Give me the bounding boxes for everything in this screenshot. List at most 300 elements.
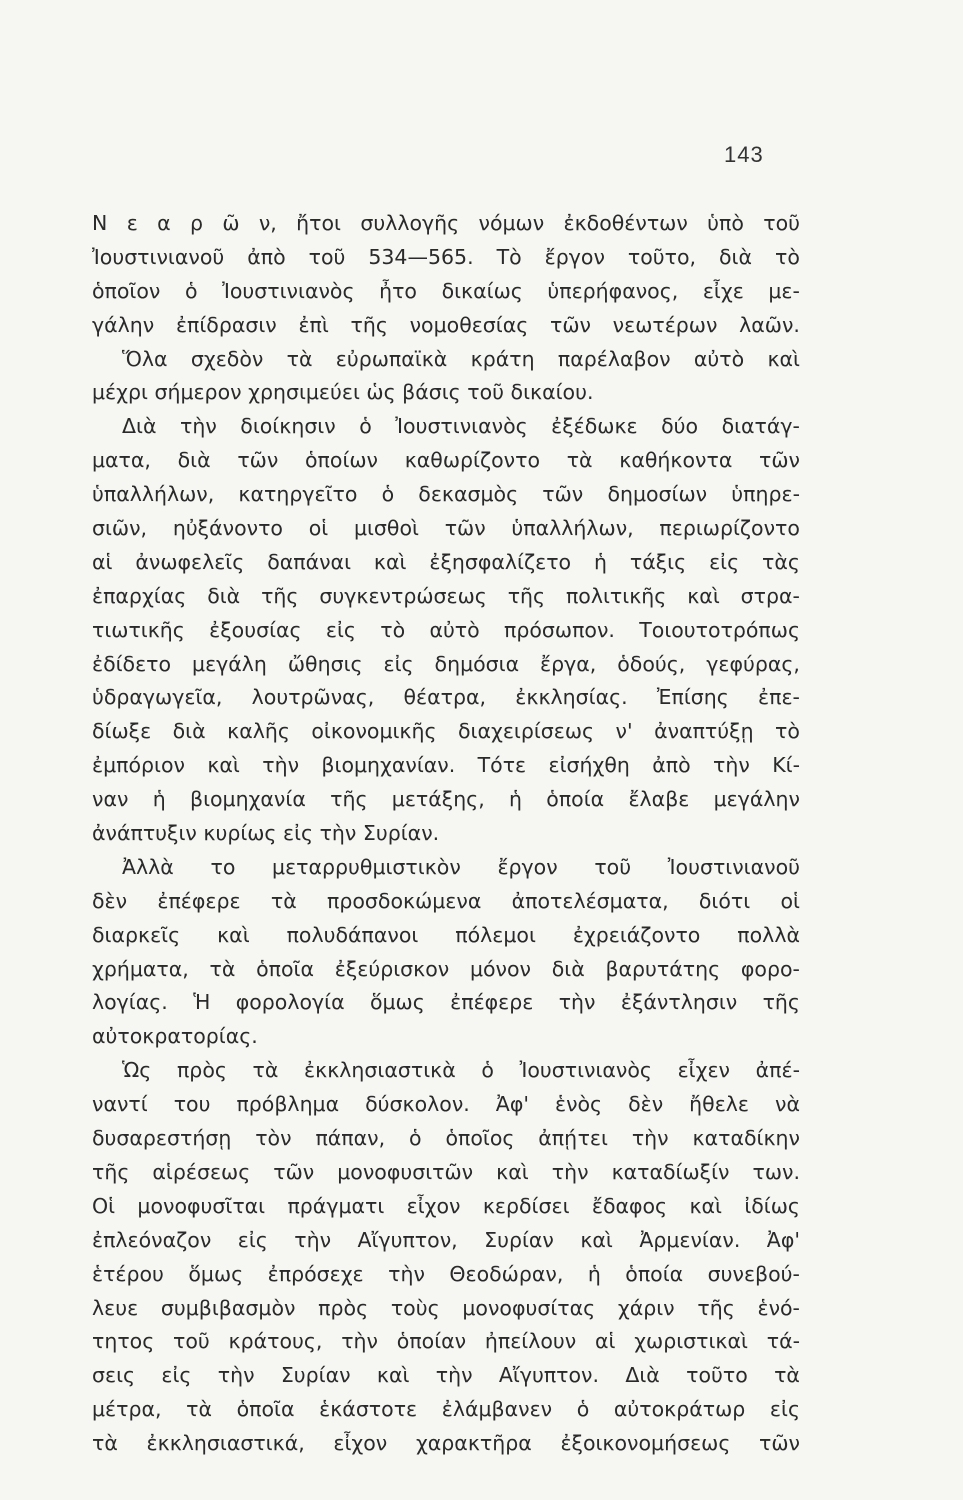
word: Συρίαν	[280, 1363, 351, 1388]
word: τῶν	[273, 1159, 315, 1184]
text-line	[92, 851, 800, 885]
word: τῶν	[759, 448, 800, 473]
word: ἐπίδρασιν	[175, 312, 277, 337]
text-line	[92, 614, 800, 648]
word: μετάξης,	[391, 787, 485, 812]
word: ἡ	[509, 787, 523, 812]
word: συλλογῆς	[360, 211, 460, 235]
word: τῆς	[92, 1159, 130, 1184]
word: ἑνό-	[757, 1295, 800, 1320]
word: λαῶν.	[739, 312, 800, 337]
text-line	[92, 1156, 800, 1190]
word: χρησιμεύει	[248, 380, 360, 405]
word: βιομηχανία	[189, 787, 306, 812]
word: ναν	[92, 787, 129, 812]
word: Ἀλλὰ	[122, 854, 174, 879]
text-line	[92, 919, 800, 953]
word: εἰς	[325, 617, 356, 642]
word: βάσις	[402, 380, 461, 405]
word: χωριστικαὶ	[634, 1329, 748, 1354]
word: Αἴγυπτον,	[357, 1227, 458, 1252]
word: Θεοδώραν,	[449, 1261, 564, 1286]
text-line	[92, 207, 800, 241]
word: Οἱ	[92, 1193, 116, 1218]
word: δικαίως	[441, 278, 523, 303]
word: συγκεντρώσεως	[319, 583, 487, 608]
word: χαρακτῆρα	[415, 1431, 532, 1456]
word: τὴν	[179, 414, 217, 439]
word: πρὸς	[176, 1058, 227, 1083]
word: λογίας.	[92, 990, 168, 1015]
text-line	[92, 1427, 800, 1461]
word: ἀπὸ	[247, 244, 286, 269]
word: δὲν	[628, 1092, 664, 1117]
word: οἱ	[780, 888, 800, 913]
text-line	[92, 580, 800, 614]
word: τὴν	[435, 1363, 473, 1388]
word: Αἴγυπτον.	[498, 1363, 600, 1388]
word: ὑπερήφανος,	[547, 278, 679, 303]
word: διὰ	[551, 956, 585, 981]
word: τητος	[92, 1329, 155, 1354]
word: αὐτοκρατορίας.	[92, 1024, 258, 1049]
word: ὁποῖα	[256, 956, 314, 981]
word: πρόσωπον.	[504, 617, 615, 642]
word: κράτη	[470, 346, 535, 371]
word: διὰ	[207, 583, 241, 608]
word: τὸ	[380, 617, 406, 642]
word: τῆς	[350, 312, 388, 337]
word: τοῦ	[467, 380, 504, 405]
word: εἰς	[161, 1363, 192, 1388]
word: μέχρι	[92, 380, 148, 405]
word: ἐξάντλησιν	[620, 990, 738, 1015]
word: τὴν	[319, 821, 357, 846]
word: τὴν	[341, 1329, 379, 1354]
word: τῶν	[759, 1431, 800, 1456]
word: φορολογία	[235, 990, 345, 1015]
word: ὑπαλλήλων,	[511, 516, 634, 541]
word: ν,	[258, 211, 277, 235]
word: εἰς	[769, 1397, 800, 1422]
word: το	[210, 854, 236, 879]
word: χάριν	[617, 1295, 675, 1320]
word: γάλην	[92, 312, 155, 337]
word: νόμων	[478, 211, 545, 235]
word: συμβιβασμὸν	[160, 1295, 296, 1320]
word: κυρίως	[203, 821, 277, 846]
word: ἡ	[587, 1261, 601, 1286]
word: ἔλαβε	[628, 787, 690, 812]
word: ἡ	[593, 549, 607, 574]
word: τὰ	[92, 1431, 118, 1456]
word: καθωρίζοντο	[404, 448, 540, 473]
word: καὶ	[376, 1363, 410, 1388]
word: αἱρέσεως	[152, 1159, 251, 1184]
text-line	[92, 1088, 800, 1122]
word: ἤθελε	[689, 1092, 750, 1117]
word: ὁ	[576, 1397, 590, 1422]
word: σήμερον	[154, 380, 242, 405]
text-line	[92, 241, 800, 275]
text-line	[92, 681, 800, 715]
word: σεις	[92, 1363, 136, 1388]
text-line	[92, 953, 800, 987]
word: δύσκολον.	[365, 1092, 470, 1117]
word: ἐμπόριον	[92, 753, 185, 778]
word: ἐκκλησίας.	[515, 685, 628, 710]
word: τοῦ	[763, 211, 800, 235]
word: καθήκοντα	[619, 448, 733, 473]
word: ἀπῄτει	[538, 1126, 608, 1151]
word: τὰ	[566, 448, 593, 473]
word: βαρυτάτης	[605, 956, 721, 981]
word: ἡ	[152, 787, 166, 812]
word: ὁ	[381, 482, 395, 507]
word: αἱ	[594, 1329, 616, 1354]
word: πόλεμοι	[455, 922, 536, 947]
word: Ἰουστινιανοῦ	[667, 854, 800, 879]
word: ὁποίαν	[396, 1329, 467, 1354]
text-line	[92, 275, 800, 309]
word: τοῦ	[173, 1329, 210, 1354]
word: δεκασμὸς	[418, 482, 519, 507]
word: καλῆς	[227, 719, 290, 744]
word: καὶ	[580, 1227, 613, 1252]
word: ν'	[615, 719, 633, 744]
word: Ἰουστινιανοῦ	[92, 244, 225, 269]
word: καὶ	[767, 346, 800, 371]
word: ἐπὶ	[298, 312, 329, 337]
word: πρόβλημα	[236, 1092, 340, 1117]
word: Συρίαν.	[362, 821, 440, 846]
word: ἐπαρχίας	[92, 583, 187, 608]
word: ηὐξάνοντο	[172, 516, 283, 541]
word: μονοφυσιτῶν	[337, 1159, 474, 1184]
text-line	[92, 546, 800, 580]
word: Ἰουστινιανὸς	[222, 278, 355, 303]
word: μονοφυσῖται	[137, 1193, 266, 1218]
word: ὑδραγωγεῖα,	[92, 685, 223, 710]
word: στρα-	[740, 583, 800, 608]
text-line	[92, 478, 800, 512]
word: εἶχον	[333, 1431, 388, 1456]
word: δυσαρεστήσῃ	[92, 1126, 232, 1151]
word: σιῶν,	[92, 516, 148, 541]
word: τιωτικῆς	[92, 617, 185, 642]
word: πολλὰ	[737, 922, 800, 947]
word: ἀποτελέσματα,	[511, 888, 669, 913]
word: ὁ	[409, 1126, 422, 1151]
word: τὴν	[631, 1126, 669, 1151]
word: προσδοκώμενα	[327, 888, 482, 913]
word: Ἀφ'	[495, 1092, 529, 1117]
word: εἰς	[283, 821, 314, 846]
word: βιομηχανίαν.	[321, 753, 456, 778]
word: ἤτοι	[296, 211, 341, 235]
word: πρὸς	[318, 1295, 369, 1320]
word: ἀναπτύξῃ	[654, 719, 754, 744]
word: ἐκκλησιαστικὰ	[304, 1058, 456, 1083]
word: μεταρρυθμιστικὸν	[272, 854, 461, 879]
word: κατηργεῖτο	[238, 482, 358, 507]
word: τὰς	[762, 549, 800, 574]
word: πολιτικῆς	[565, 583, 667, 608]
word: ἐδίδετο	[92, 651, 172, 676]
text-line	[92, 1190, 800, 1224]
word: 534—565.	[368, 244, 474, 269]
word: ὅμως	[188, 1261, 244, 1286]
word: μονοφυσίτας	[462, 1295, 596, 1320]
word: νεωτέρων	[612, 312, 718, 337]
word: ὁποία	[546, 787, 605, 812]
word: τὴν	[217, 1363, 255, 1388]
word: ὁδούς,	[617, 651, 686, 676]
word: ὡς	[366, 380, 396, 405]
word: εἰς	[383, 651, 414, 676]
word: τῆς	[261, 583, 299, 608]
text-line	[92, 1292, 800, 1326]
word: εἶχον	[406, 1193, 461, 1218]
word: εἶχεν	[677, 1058, 730, 1083]
word: ε	[126, 211, 138, 235]
text-line	[92, 309, 800, 343]
word: τοῦ	[594, 854, 632, 879]
word: ναντί	[92, 1092, 148, 1117]
text-line	[92, 1325, 800, 1359]
word: νομοθεσίας	[409, 312, 529, 337]
word: τοὺς	[390, 1295, 440, 1320]
word: ὁποίων	[305, 448, 378, 473]
word: ἀπέ-	[755, 1058, 800, 1083]
word: ἐπέφερε	[157, 888, 241, 913]
word: ἐλάμβανεν	[441, 1397, 553, 1422]
word: Ἐπίσης	[656, 685, 729, 710]
word: ἐκδοθέντων	[563, 211, 688, 235]
body-text	[92, 207, 800, 1461]
word: ὁποῖα	[236, 1397, 295, 1422]
word: πάπαν,	[315, 1126, 386, 1151]
word: τὰ	[774, 1363, 800, 1388]
word: αὐτοκράτωρ	[613, 1397, 746, 1422]
word: Ν	[92, 211, 108, 235]
word: ὅμως	[369, 990, 425, 1015]
text-line	[92, 885, 800, 919]
word: ἔδαφος	[591, 1193, 668, 1218]
word: εἰσήχθη	[548, 753, 630, 778]
word: διότι	[698, 888, 751, 913]
word: οἱ	[308, 516, 329, 541]
text-line	[92, 1224, 800, 1258]
word: Διὰ	[625, 1363, 660, 1388]
word: ὁποία	[625, 1261, 684, 1286]
word: θέατρα,	[403, 685, 487, 710]
word: διὰ	[177, 448, 211, 473]
word: των.	[752, 1159, 800, 1184]
word: δικαίου.	[510, 380, 594, 405]
word: ἐξοικονομήσεως	[560, 1431, 731, 1456]
word: τῶν	[550, 312, 591, 337]
word: ἀνάπτυξιν	[92, 821, 197, 846]
word: Ἰουστινιανὸς	[395, 414, 528, 439]
word: αἱ	[92, 549, 113, 574]
word: ἔργον	[497, 854, 558, 879]
word: τοῦ	[308, 244, 346, 269]
word: τὰ	[252, 1058, 279, 1083]
text-line	[92, 410, 800, 444]
word: Τὸ	[496, 244, 522, 269]
word: τὸ	[775, 719, 800, 744]
word: ὁποῖον	[92, 278, 161, 303]
word: δὲν	[92, 888, 128, 913]
word: πράγματι	[287, 1193, 385, 1218]
word: τὰ	[209, 956, 236, 981]
word: Ἰουστινιανὸς	[519, 1058, 652, 1083]
word: ματα,	[92, 448, 151, 473]
word: α	[157, 211, 171, 235]
word: τῆς	[507, 583, 546, 608]
word: συνεβού-	[707, 1261, 800, 1286]
word: λουτρῶνας,	[251, 685, 375, 710]
word: διατάγ-	[721, 414, 800, 439]
word: ἐξεύρισκον	[334, 956, 450, 981]
word: καὶ	[373, 549, 407, 574]
word: ὁ	[184, 278, 198, 303]
word: διὰ	[719, 244, 753, 269]
text-line	[92, 1359, 800, 1393]
word: δημοσίων	[607, 482, 708, 507]
word: δύο	[661, 414, 699, 439]
word: περιωρίζοντο	[659, 516, 800, 541]
word: τὸ	[775, 244, 800, 269]
word: με-	[768, 278, 800, 303]
word: αὐτὸ	[693, 346, 745, 371]
word: διαχειρίσεως	[458, 719, 595, 744]
word: ἐπρόσεχε	[267, 1261, 364, 1286]
word: ἐπλεόναζον	[92, 1227, 212, 1252]
word: ἐπέφερε	[450, 990, 534, 1015]
text-line	[92, 1020, 800, 1054]
word: ἠπείλουν	[484, 1329, 577, 1354]
word: Ὡς	[122, 1058, 152, 1083]
word: τὴν	[551, 1159, 589, 1184]
word: λευε	[92, 1295, 139, 1320]
word: Ἡ	[193, 990, 211, 1015]
word: τὴν	[294, 1227, 332, 1252]
word: ἑκάστοτε	[319, 1397, 418, 1422]
word: ὑπαλλήλων,	[92, 482, 215, 507]
word: κράτους,	[228, 1329, 323, 1354]
word: δίωξε	[92, 719, 152, 744]
word: Κί-	[772, 753, 800, 778]
word: γεφύρας,	[706, 651, 800, 676]
word: αὐτὸ	[429, 617, 480, 642]
word: εἰς	[709, 549, 740, 574]
word: ὁ	[481, 1058, 494, 1083]
word: ἐξέδωκε	[551, 414, 638, 439]
word: του	[173, 1092, 211, 1117]
text-line	[92, 1054, 800, 1088]
word: καὶ	[217, 922, 250, 947]
word: Διὰ	[122, 414, 157, 439]
word: τὰ	[286, 346, 313, 371]
text-line	[92, 376, 800, 410]
word: καὶ	[496, 1159, 529, 1184]
word: ἐξουσίας	[209, 617, 302, 642]
text-line	[92, 648, 800, 682]
word: δημόσια	[434, 651, 520, 676]
word: εἰς	[237, 1227, 268, 1252]
word: καὶ	[689, 1193, 722, 1218]
word: καὶ	[687, 583, 720, 608]
word: ἐκκλησιαστικά,	[146, 1431, 305, 1456]
word: οἰκονομικῆς	[311, 719, 437, 744]
word: μισθοὶ	[353, 516, 419, 541]
word: ἐξησφαλίζετο	[429, 549, 572, 574]
text-line	[92, 817, 800, 851]
word: ὑπὸ	[707, 211, 744, 235]
word: καὶ	[207, 753, 240, 778]
word: σχεδὸν	[190, 346, 264, 371]
word: μεγάλην	[713, 787, 800, 812]
word: ἐπε-	[758, 685, 800, 710]
word: ὤθησις	[287, 651, 363, 676]
word: καταδίωξίν	[611, 1159, 730, 1184]
text-line	[92, 1122, 800, 1156]
word: ῶ	[222, 211, 240, 235]
word: τὴν	[388, 1261, 425, 1286]
text-line	[92, 1393, 800, 1427]
word: παρέλαβον	[557, 346, 671, 371]
word: ἔργα,	[540, 651, 597, 676]
word: τά-	[766, 1329, 800, 1354]
word: ἑνὸς	[554, 1092, 603, 1117]
word: Συρίαν	[484, 1227, 554, 1252]
word: τοῦτο,	[627, 244, 697, 269]
word: ὁποῖος	[445, 1126, 515, 1151]
word: τὸν	[255, 1126, 292, 1151]
word: ρ	[189, 211, 203, 235]
word: κερδίσει	[482, 1193, 570, 1218]
text-line	[92, 512, 800, 546]
word: μόνον	[469, 956, 531, 981]
word: ἑτέρου	[92, 1261, 164, 1286]
text-line	[92, 783, 800, 817]
word: τοῦτο	[686, 1363, 748, 1388]
word: χρήματα,	[92, 956, 189, 981]
word: εὐρωπαϊκὰ	[335, 346, 448, 371]
word: ὁ	[359, 414, 372, 439]
word: πολυδάπανοι	[286, 922, 419, 947]
word: τὴν	[713, 753, 750, 778]
word: τῆς	[697, 1295, 735, 1320]
text-line	[92, 715, 800, 749]
word: τῶν	[444, 516, 486, 541]
word: τῶν	[542, 482, 584, 507]
word: ἀπὸ	[652, 753, 691, 778]
text-line	[92, 343, 800, 377]
word: τὴν	[262, 753, 300, 778]
word: διαρκεῖς	[92, 922, 181, 947]
word: Ὅλα	[122, 346, 168, 371]
word: τῆς	[330, 787, 368, 812]
word: τὴν	[558, 990, 596, 1015]
word: τὰ	[270, 888, 297, 913]
word: μέτρα,	[92, 1397, 162, 1422]
word: ὑπηρε-	[731, 482, 800, 507]
page-number: 143	[724, 142, 764, 167]
word: εἶχε	[702, 278, 744, 303]
